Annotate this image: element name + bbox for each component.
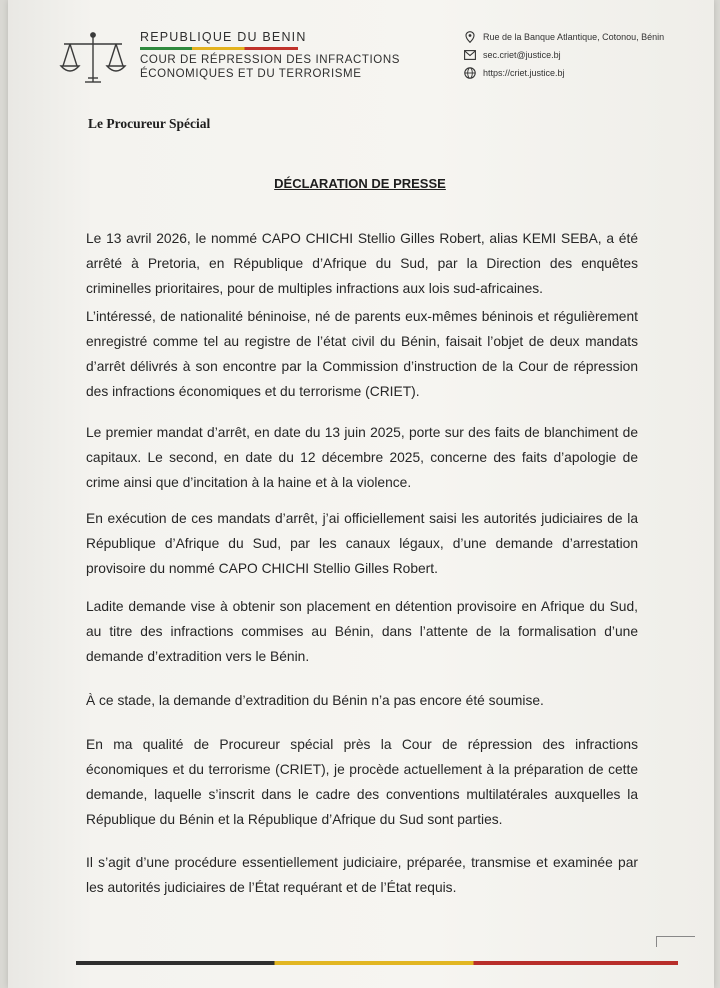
paragraph: L’intéressé, de nationalité béninoise, né de parents eux-mêmes béninois et régulièrement enregistré comme tel au registre de l’état civil du Bénin, faisait l’objet de deux mandats d’arrêt délivrés à son encontre par la Commission d’instruction de la Cour de répression des infractions économiques et du terrorisme (CRIET). <box>86 309 638 399</box>
contact-address <box>463 28 664 46</box>
court-name-line-1: COUR DE RÉPRESSION DES INFRACTIONS <box>140 54 401 66</box>
footer-color-band <box>76 961 678 965</box>
signatory-title: Le Procureur Spécial <box>88 116 211 131</box>
paragraph: Ladite demande vise à obtenir son placement en détention provisoire en Afrique du Sud, au titre des infractions commises au Bénin, dans l’attente de la formalisation d’une demande d’extradition vers le Bénin. <box>86 599 638 664</box>
paragraph: À ce stade, la demande d’extradition du Bénin n’a pas encore été soumise. <box>86 693 544 708</box>
location-pin-icon <box>463 30 477 44</box>
paragraph: En exécution de ces mandats d’arrêt, j’ai officiellement saisi les autorités judiciaires de la République d’Afrique du Sud, par les canaux légaux, d’une demande d’arrestation provisoire du nommé CAPO CHICHI Stellio Gilles Robert. <box>86 511 638 576</box>
contact-email <box>463 46 664 64</box>
paragraph: Il s’agit d’une procédure essentiellement judiciaire, préparée, transmise et examinée par les autorités judiciaires de l’État requérant et de l’État requis. <box>86 855 638 895</box>
paragraph: Le 13 avril 2026, le nommé CAPO CHICHI Stellio Gilles Robert, alias KEMI SEBA, a été arrêté à Pretoria, en République d’Afrique du Sud, par la Direction des enquêtes criminelles prioritaires, pour de multiples infractions aux lois sud-africaines. <box>86 231 638 296</box>
contact-block <box>463 28 664 82</box>
paragraph: En ma qualité de Procureur spécial près la Cour de répression des infractions économiques et du terrorisme (CRIET), je procède actuellement à la préparation de cette demande, laquelle s’inscrit dans le cadre des conventions multilatérales auxquelles la République du Bénin et la République d’Afrique du Sud sont parties. <box>86 737 638 827</box>
institution-name <box>140 30 400 81</box>
email-link[interactable]: sec.criet@justice.bj <box>483 50 561 60</box>
document-title: DÉCLARATION DE PRESSE <box>274 176 446 191</box>
address-text: Rue de la Banque Atlantique, Cotonou, Bénin <box>483 32 665 42</box>
website-link[interactable]: https://criet.justice.bj <box>483 68 565 78</box>
letterhead <box>58 28 698 88</box>
paragraph: Le premier mandat d’arrêt, en date du 13 juin 2025, porte sur des faits de blanchiment de capitaux. Le second, en date du 12 décembre 2025, concerne des faits d’apologie de crime ainsi que d’incitation à la haine et à la violence. <box>86 425 638 490</box>
envelope-icon <box>463 48 477 62</box>
flag-rule <box>140 47 298 50</box>
globe-icon <box>463 66 477 80</box>
scales-of-justice-icon <box>58 30 128 90</box>
republic-name: REPUBLIQUE DU BENIN <box>140 30 307 44</box>
contact-website <box>463 64 664 82</box>
court-name-line-2: ÉCONOMIQUES ET DU TERRORISME <box>140 68 362 80</box>
page-corner-mark <box>656 936 695 947</box>
